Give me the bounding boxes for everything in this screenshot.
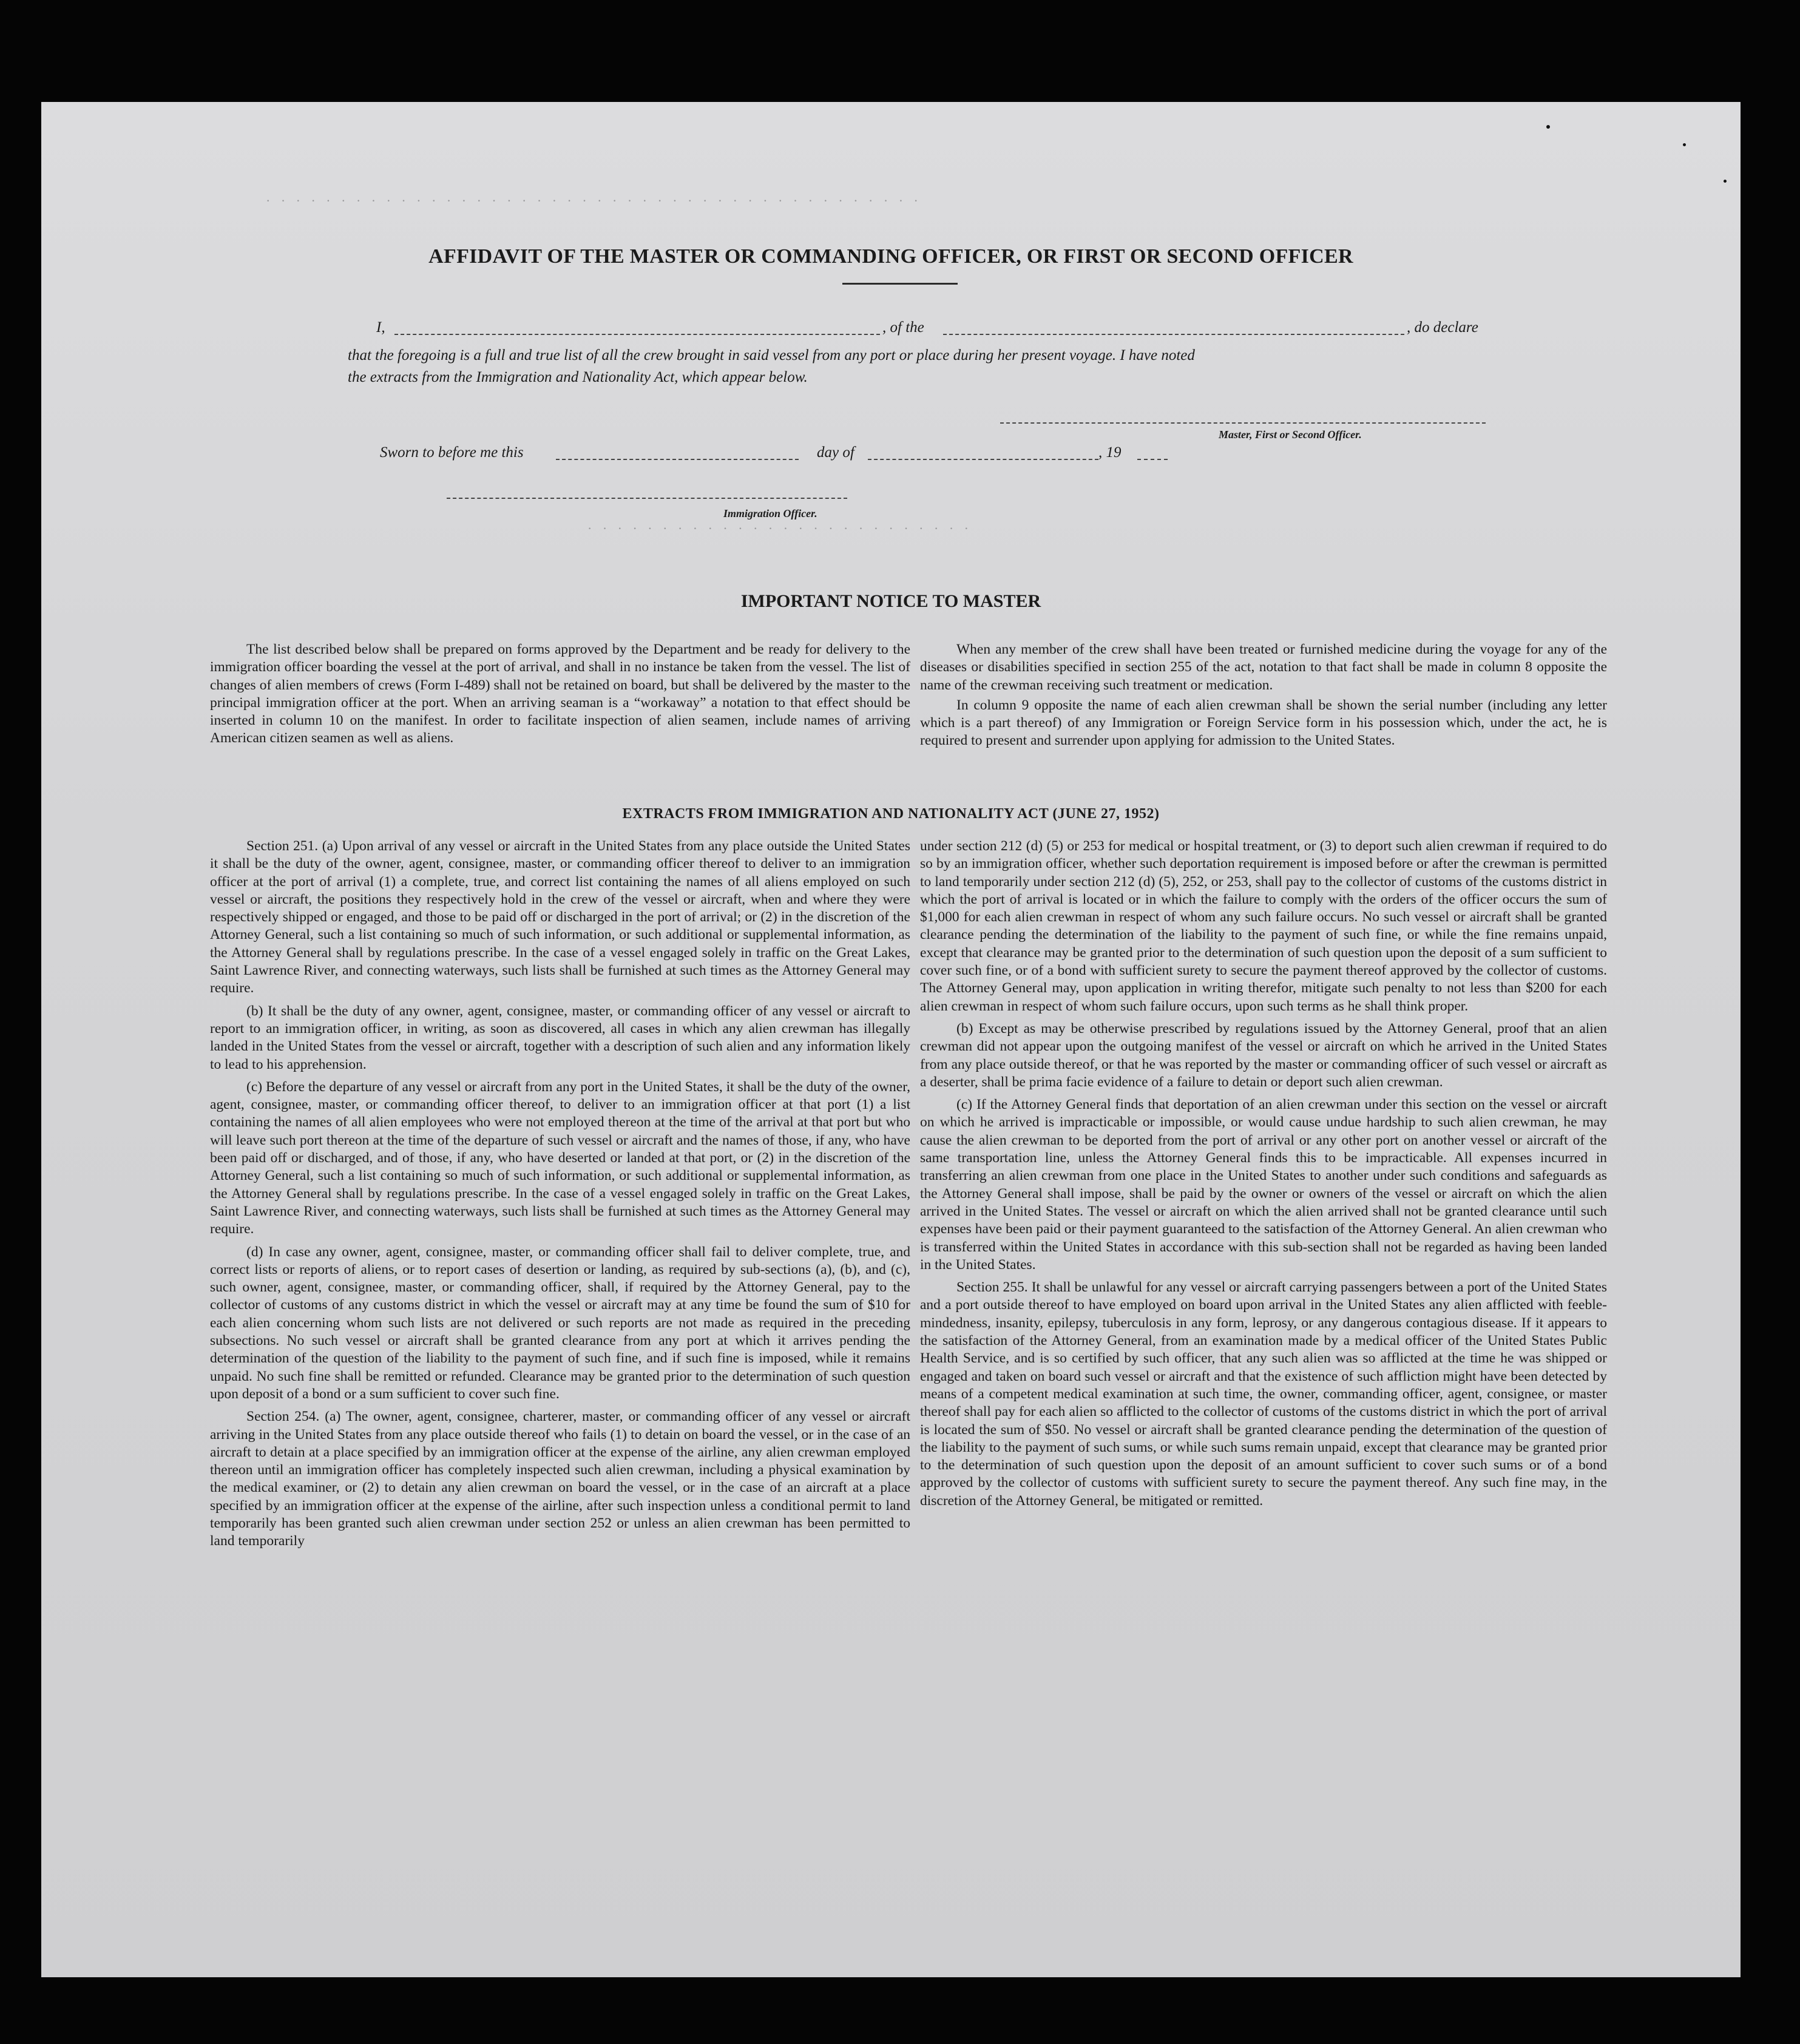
- section-254-c: (c) If the Attorney General finds that deportation of an alien crewman under this section on the vessel or aircraft on which he arrived is impracticable or impossible, or would cause undue hardship to such alien crewman, he may cause the alien crewman to be deported from the port of arrival or any other port on another vessel or aircraft of the same transportation line, unless the Attorney General finds this to be impracticable. All expenses incurred in transferring an alien crewman from one place in the United States to another under such conditions and safeguards as the Attorney General shall impose, shall be paid by the owner or owners of the vessel or aircraft on which the alien arrived in the United States. The vessel or aircraft on which the alien arrived shall not be granted clearance until such expenses have been paid or their payment guaranteed to the satisfaction of the Attorney General. An alien crewman who is transferred within the United States in accordance with this sub-section shall not be regarded as having been landed in the United States.: [920, 1097, 1607, 1273]
- sworn-month-blank: [868, 459, 1098, 460]
- bleed-through-text: · · · · · · · · · · · · · · · · · · · · · · · · · ·: [587, 521, 972, 536]
- notice-paragraph: The list described below shall be prepared on forms approved by the Department and be ready for delivery to the immigration officer boarding the vessel at the port of arrival, and shall in no instance be taken from the vessel. The list of changes of alien members of crews (Form I-489) shall not be retained on board, but shall be delivered by the master to the principal immigration officer at the port. When an arriving seaman is a “workaway” a notation to that effect should be inserted in column 10 on the manifest. In order to facilitate inspection of alien seamen, include names of arriving American citizen seamen as well as aliens.: [210, 641, 910, 746]
- officer-signature-label: Immigration Officer.: [723, 507, 817, 519]
- section-251-b: (b) It shall be the duty of any owner, agent, consignee, master, or commanding officer of any vessel or aircraft to report to an immigration officer, in writing, as soon as discovered, all cases in which any alien crewman has illegally landed in the United States from the vessel or aircraft, together with a description of such alien and any information likely to lead to his apprehension.: [210, 1003, 910, 1072]
- of-the-label: , of the: [882, 319, 924, 336]
- vessel-blank-line: [943, 334, 1404, 335]
- section-254-a-continued: under section 212 (d) (5) or 253 for medical or hospital treatment, or (3) to deport such alien crewman if required to do so by an immigration officer, whether such deportation requirement is imposed before or after the crewman is permitted to land temporarily under section 212 (d) (5), 252, or 253, shall pay to the collector of customs of the customs district in which the port of arrival is located or in which the failure to comply with the orders of the officer occurs the sum of $1,000 for each alien crewman in respect of whom any such failure occurs. No such vessel or aircraft shall be granted clearance pending the determination of the liability to the payment of such fine, or while the fine remains unpaid, except that clearance may be granted prior to the determination of such question upon the deposit of a sum sufficient to cover such fine, or of a bond with sufficient surety to secure the payment thereof approved by the collector of customs. The Attorney General may, upon application in writing therefor, mitigate such penalty to not less than $200 for each alien crewman in respect of whom such failure occurs, upon such terms as he shall think proper.: [920, 838, 1607, 1014]
- year-label: , 19: [1098, 444, 1122, 461]
- declaration-line: that the foregoing is a full and true list of all the crew brought in said vessel from any port or place during her present voyage. I have noted: [348, 347, 1195, 364]
- master-signature-line: [1000, 422, 1486, 424]
- officer-signature-line: [447, 498, 847, 499]
- notice-left-column: [210, 641, 910, 753]
- sworn-label: Sworn to before me this: [380, 444, 524, 461]
- section-254-b: (b) Except as may be otherwise prescribed by regulations issued by the Attorney General, proof that an alien crewman did not appear upon the outgoing manifest of the vessel or aircraft on which he arrived in the United States from any place outside thereof, or that he was reported by the master or commanding officer of such vessel or aircraft as a deserter, shall be prima facie evidence of a failure to detain or deport such alien crewman.: [920, 1020, 1607, 1090]
- bleed-through-text: · · · · · · · · · · · · · · · · · · · · · · · · · · · · · · · · · · · · · · · · · · · ·: [266, 193, 922, 208]
- declaration-line: the extracts from the Immigration and Nationality Act, which appear below.: [348, 369, 808, 385]
- do-declare-label: , do declare: [1407, 319, 1478, 336]
- notice-paragraph: In column 9 opposite the name of each alien crewman shall be shown the serial number (including any letter which is a part thereof) of any Immigration or Foreign Service form in his possession which, under the act, he is required to present and surrender upon applying for admission to the United States.: [920, 697, 1607, 749]
- notice-paragraph: When any member of the crew shall have been treated or furnished medicine during the voyage for any of the diseases or disabilities specified in section 255 of the act, notation to that fact shall be made in column 8 opposite the name of the crewman receiving such treatment or medication.: [920, 641, 1607, 693]
- extracts-left-column: [210, 838, 910, 1555]
- extracts-right-column: [920, 838, 1607, 1515]
- document-page: [41, 102, 1741, 1977]
- name-blank-line: [394, 334, 880, 335]
- title-underline: [842, 283, 958, 285]
- affidavit-i-label: I,: [376, 319, 385, 336]
- notice-title: IMPORTANT NOTICE TO MASTER: [740, 591, 1041, 611]
- sworn-day-blank: [556, 459, 799, 460]
- notice-right-column: [920, 641, 1607, 755]
- section-255: Section 255. It shall be unlawful for any vessel or aircraft carrying passengers between a port of the United States and a port outside thereof to have employed on board upon arrival in the United States any alien afflicted with feeble-mindedness, insanity, epilepsy, tuberculosis in any form, leprosy, or any dangerous contagious disease. If it appears to the satisfaction of the Attorney General, from an examination made by a medical officer of the United States Public Health Service, and is so certified by such officer, that any such alien was so afflicted at the time he was shipped or engaged and taken on board such vessel or aircraft and that the existence of such affliction might have been detected by means of a competent medical examination at such time, the owner, commanding officer, agent, consignee, or master thereof shall pay for each alien so afflicted to the collector of customs of the customs district in which the port of arrival is located the sum of $50. No vessel or aircraft shall be granted clearance pending the determination of the question of the liability to the payment of such sums, or while such sums remain unpaid, except that clearance may be granted prior to the determination of such question upon the deposit of an amount sufficient to cover such sums or of a bond approved by the collector of customs with sufficient surety to secure the payment thereof. Any such fine may, in the discretion of the Attorney General, be mitigated or remitted.: [920, 1279, 1607, 1509]
- scan-speck: [1546, 125, 1550, 129]
- section-254-a: Section 254. (a) The owner, agent, consignee, charterer, master, or commanding officer of any vessel or aircraft arriving in the United States from any place outside thereof who fails (1) to detain on board the vessel, or in the case of an aircraft to detain at a place specified by an immigration officer at the expense of the airline, any alien crewman employed thereon until an immigration officer has completely inspected such alien crewman, including a physical examination by the medical examiner, or (2) to detain any alien crewman on board the vessel, or in the case of an aircraft at a place specified by an immigration officer at the expense of the airline, after such inspection unless a conditional permit to land temporarily has been granted such alien crewman under section 252 or unless an alien crewman has been permitted to land temporarily: [210, 1409, 910, 1549]
- section-251-a: Section 251. (a) Upon arrival of any vessel or aircraft in the United States from any place outside the United States it shall be the duty of the owner, agent, consignee, master, or commanding officer thereof to deliver to an immigration officer at the port of arrival (1) a complete, true, and correct list containing the names of all aliens employed on such vessel or aircraft, the positions they respectively hold in the crew of the vessel or aircraft, when and where they were respectively shipped or engaged, and those to be paid off or discharged in the port of arrival; or (2) in the discretion of the Attorney General, such a list containing so much of such information, or such additional or supplemental information, as the Attorney General shall by regulations prescribe. In the case of a vessel engaged solely in traffic on the Great Lakes, Saint Lawrence River, and connecting waterways, such lists shall be furnished at such times as the Attorney General may require.: [210, 838, 910, 997]
- sworn-year-blank: [1137, 459, 1168, 460]
- extracts-title: EXTRACTS FROM IMMIGRATION AND NATIONALITY ACT (JUNE 27, 1952): [622, 806, 1160, 822]
- scan-speck: [1683, 143, 1686, 146]
- scan-speck: [1724, 180, 1727, 183]
- section-251-d: (d) In case any owner, agent, consignee, master, or commanding officer shall fail to deliver complete, true, and correct lists or reports of aliens, or to report cases of desertion or landing, as required by sub-sections (a), (b), and (c), such owner, agent, consignee, master, or commanding officer, shall, if required by the Attorney General, pay to the collector of customs of any customs district in which the vessel or aircraft may at any time be found the sum of $10 for each alien concerning whom such lists are not delivered or such reports are not made as required in the preceding subsections. No such vessel or aircraft shall be granted clearance from any port at which it arrives pending the determination of the question of the liability to the payment of such fine, and if such fine is imposed, while it remains unpaid. No such fine shall be remitted or refunded. Clearance may be granted prior to the determination of such question upon deposit of a bond or a sum sufficient to cover such fine.: [210, 1244, 910, 1402]
- affidavit-title: AFFIDAVIT OF THE MASTER OR COMMANDING OFFICER, OR FIRST OR SECOND OFFICER: [428, 245, 1353, 268]
- master-signature-label: Master, First or Second Officer.: [1219, 428, 1362, 441]
- section-251-c: (c) Before the departure of any vessel or aircraft from any port in the United States, it shall be the duty of the owner, agent, consignee, master, or commanding officer thereof, to deliver to an immigration officer at that port (1) a list containing the names of all alien employees who were not employed thereon at the time of the arrival at that port but who will leave such port thereon at the time of the departure of such vessel or aircraft and the names of those, if any, who have been paid off or discharged, and of those, if any, who have deserted or landed at that port, or (2) in the discretion of the Attorney General, such a list containing so much of such information, or such additional or supplemental information, as the Attorney General shall by regulations prescribe. In the case of a vessel engaged solely in traffic on the Great Lakes, Saint Lawrence River, and connecting waterways, such lists shall be furnished at such times as the Attorney General may require.: [210, 1078, 910, 1237]
- day-of-label: day of: [817, 444, 854, 461]
